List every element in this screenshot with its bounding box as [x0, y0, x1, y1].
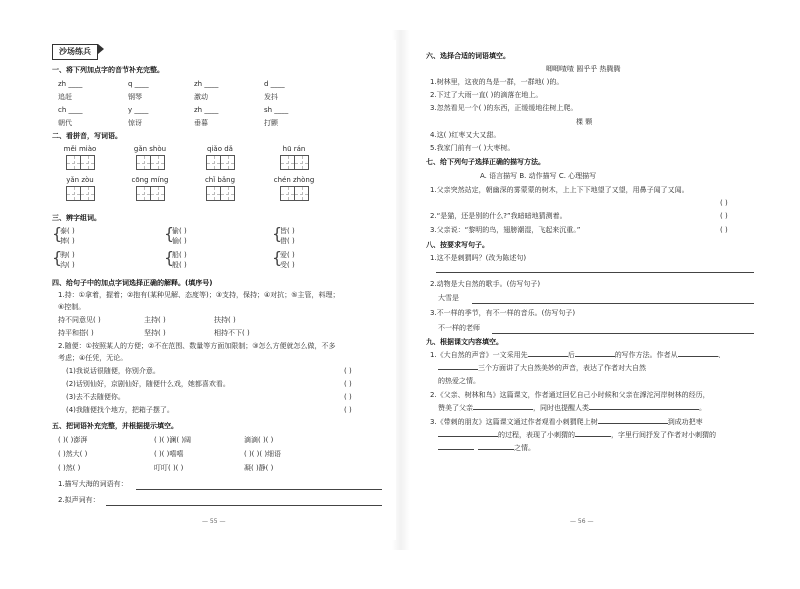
s4-title: 四、给句子中的加点字词选择正确的解释。(填序号)	[52, 279, 213, 287]
s5-word: ( )( )嘻嘻	[154, 450, 184, 458]
s1-word: 追赶	[58, 93, 72, 101]
s6-q: 3.忽然看见一个( )的东西，正缓缓地往树上爬。	[430, 104, 578, 112]
char-pair: 沟( )	[60, 261, 75, 269]
s8-q: 1.这不是刺猬吗？(改为陈述句)	[430, 254, 527, 262]
s8-q: 2.动物是大自然的歌手。(仿写句子)	[430, 280, 541, 288]
s9-text: 2.《父亲、树林和鸟》这篇课文，作者通过回忆自己小时候和父亲在滹沱河岸树林的经历，	[430, 391, 710, 399]
s1-py: sh ____	[264, 106, 289, 114]
s1-py: zh ____	[58, 80, 83, 88]
answer-blank[interactable]	[575, 436, 611, 437]
s9-seg: 1.《大自然的声音》一文采用先	[430, 351, 528, 359]
s7-q: 3.父亲说：“黎明的鸟，翅膀潮湿，飞起来沉重。”	[430, 226, 581, 234]
s9-seg: ，同时也提醒人类	[533, 404, 589, 412]
s4-opt: 持平和搭( )	[58, 329, 94, 337]
s4-def: 1.持：①拿着，握着；②抱有(某种见解、态度等)；③支持，保持；④对抗；⑤主管，料理；	[58, 291, 340, 299]
right-page	[420, 40, 772, 540]
section-badge: 沙场练兵	[52, 44, 98, 60]
s1-word: 朝代	[58, 119, 72, 127]
s8-title: 八、按要求写句子。	[426, 241, 489, 249]
s4-def: 考虑；④任凭，无论。	[58, 354, 128, 362]
page-number: — 56 —	[570, 518, 594, 525]
char-pair: 愉( )	[172, 237, 187, 245]
s5-q: 1.描写大海的词语有：	[58, 480, 128, 488]
s6-q: 4.这( )红枣又大又甜。	[430, 131, 501, 139]
s4-q: (4)我随便找个地方，把箱子摆了。	[66, 406, 174, 414]
brace: {	[52, 224, 63, 243]
brace: {	[52, 248, 63, 267]
s5-word: ( )( )( )细语	[244, 450, 282, 458]
s9-seg: 到成功把枣	[667, 418, 703, 426]
s1-py: ch ____	[58, 106, 83, 114]
answer-paren[interactable]: ( )	[344, 367, 352, 375]
answer-paren[interactable]: ( )	[720, 199, 728, 207]
writing-grid[interactable]	[206, 155, 235, 170]
char-pair: 泰( )	[60, 227, 75, 235]
pinyin-label: měi miào	[63, 145, 97, 153]
s1-py: y ____	[128, 106, 149, 114]
answer-blank[interactable]	[438, 369, 478, 370]
answer-blank[interactable]	[478, 449, 514, 450]
s9-seg: ，字里行间抒发了作者对小刺猬的	[611, 431, 716, 439]
s5-word: ( )( )澜( )阔	[154, 436, 192, 444]
char-pair: 借( )	[280, 237, 295, 245]
s9-text	[438, 404, 706, 412]
pinyin-label: chǐ bǎng	[204, 176, 236, 184]
answer-blank[interactable]	[678, 356, 718, 357]
s1-py: zh ____	[194, 80, 219, 88]
s9-text	[430, 418, 703, 426]
brace: {	[272, 248, 283, 267]
writing-grid[interactable]	[66, 186, 95, 201]
s1-py: zh ____	[194, 106, 219, 114]
s5-title: 五、把词语补充完整，并根据提示填空。	[52, 422, 178, 430]
answer-blank[interactable]	[473, 409, 533, 410]
s4-q: (1)我说话很随便，你别介意。	[66, 367, 160, 375]
s4-def: 2.随便：①按照某人的方便；②不在范围、数量等方面加限制；③怎么方便就怎么做，不多	[58, 342, 336, 350]
s1-word: 垂暮	[194, 119, 208, 127]
s9-seg: 的过程，表现了小刺猬的	[498, 431, 575, 439]
answer-line[interactable]	[492, 333, 754, 334]
writing-grid[interactable]	[280, 186, 309, 201]
brace: {	[164, 248, 175, 267]
answer-blank[interactable]	[575, 356, 615, 357]
writing-grid[interactable]	[206, 186, 235, 201]
s4-q: (2)话别仙好，京剧仙好，随便什么戏，她都喜欢看。	[66, 380, 230, 388]
char-pair: 皆( )	[280, 227, 295, 235]
s6-word-bank: 棵 颗	[576, 118, 593, 126]
s8-prompt: 不一样的老师	[438, 324, 480, 332]
s9-text: 的热爱之情。	[438, 377, 480, 385]
writing-grid[interactable]	[280, 155, 309, 170]
s1-py: d ____	[264, 80, 285, 88]
s4-opt: 相持不下( )	[214, 329, 250, 337]
s6-q: 2.下过了大雨一直( )的滴落在地上。	[430, 91, 543, 99]
s5-word: ( )然( )	[58, 464, 81, 472]
s6-title: 六、选择合适的词语填空。	[426, 52, 510, 60]
s7-q: 2.“是猫，还是别的什么?”我暗暗地猜测着。	[430, 212, 567, 220]
s9-text	[438, 444, 535, 452]
char-pair: 驹( )	[60, 251, 75, 259]
s4-def: ⑥控制。	[58, 303, 86, 311]
s1-word: 打颤	[264, 119, 278, 127]
s5-word: 滴滴( )( )	[244, 436, 274, 444]
char-pair: 受( )	[280, 261, 295, 269]
answer-blank[interactable]	[598, 423, 668, 424]
left-page	[44, 40, 396, 540]
s6-q: 1.树林里，这夜的鸟是一群，一群地( )的。	[430, 78, 564, 86]
answer-line[interactable]	[106, 505, 382, 506]
s9-seg: 赞美了父亲	[438, 404, 473, 412]
answer-paren[interactable]: ( )	[720, 226, 728, 234]
s9-seg: 的写作方法。作者从	[614, 351, 678, 359]
s1-word: 激动	[194, 93, 208, 101]
s6-q: 5.我家门前有一( )大枣树。	[430, 144, 515, 152]
pinyin-label: cōng míng	[131, 176, 169, 184]
answer-blank[interactable]	[528, 356, 568, 357]
answer-blank[interactable]	[438, 436, 498, 437]
s3-title: 三、辨字组词。	[52, 214, 101, 222]
s1-word: 钢琴	[128, 93, 142, 101]
char-pair: 船( )	[172, 251, 187, 259]
writing-grid[interactable]	[136, 155, 165, 170]
s5-q: 2.拟声词有：	[58, 496, 100, 504]
s5-word: ( )然大( )	[58, 450, 88, 458]
char-pair: 摔( )	[60, 237, 75, 245]
answer-paren[interactable]: ( )	[344, 380, 352, 388]
pinyin-label: qiǎo dǎ	[207, 145, 233, 153]
s7-options: A. 语言描写 B. 动作描写 C. 心理描写	[480, 172, 597, 180]
pinyin-label: chén zhòng	[273, 176, 315, 184]
answer-blank[interactable]	[438, 449, 474, 450]
s4-opt: 持不同意见( )	[58, 316, 101, 324]
s4-q: (3)去不去随便你。	[66, 393, 125, 401]
s9-seg: 三个方面讲了大自然美妙的声音，表达了作者对大自然	[478, 364, 646, 372]
s4-opt: 主持( )	[144, 316, 166, 324]
writing-grid[interactable]	[136, 186, 165, 201]
answer-line[interactable]	[436, 272, 754, 273]
page-number: — 55 —	[202, 518, 226, 525]
s9-seg: 后	[567, 351, 575, 359]
s5-word: ( )( )澎湃	[58, 436, 88, 444]
answer-paren[interactable]: ( )	[344, 406, 352, 414]
pinyin-label: hū rán	[282, 145, 306, 153]
s9-text	[438, 364, 646, 372]
pinyin-label: gǎn shòu	[133, 145, 167, 153]
s5-word: 叮叮( )( )	[154, 464, 184, 472]
s9-text	[430, 351, 725, 359]
s8-q: 3.不一样的季节，有不一样的音乐。(仿写句子)	[430, 309, 576, 317]
answer-paren[interactable]: ( )	[344, 393, 352, 401]
s8-prompt: 大雪是	[438, 294, 459, 302]
s9-seg: 之情。	[514, 444, 535, 452]
s9-text	[438, 431, 716, 439]
s1-title: 一、将下列加点字的音节补充完整。	[52, 66, 164, 74]
s6-word-bank: 唧唧喳喳 圆乎乎 热腾腾	[546, 65, 621, 73]
answer-line[interactable]	[136, 489, 382, 490]
s4-opt: 坚持( )	[144, 329, 166, 337]
s9-title: 九、根据课文内容填空。	[426, 338, 503, 346]
s9-seg: 3.《带刺的朋友》这篇课文通过作者观看小刺猬爬上树	[430, 418, 598, 426]
writing-grid[interactable]	[66, 155, 95, 170]
brace: {	[164, 224, 175, 243]
s1-py: q ____	[128, 80, 149, 88]
brace: {	[272, 224, 283, 243]
char-pair: 偷( )	[172, 227, 187, 235]
answer-line[interactable]	[472, 303, 754, 304]
s1-word: 惊讶	[128, 119, 142, 127]
s9-seg: 、	[717, 351, 725, 359]
pinyin-label: yǎn zòu	[66, 176, 94, 184]
s7-q: 1.父亲突然站定，朝幽深的雾蒙蒙的树木，上上下下地望了又望，用鼻子闻了又闻。	[430, 186, 689, 194]
answer-paren[interactable]: ( )	[720, 212, 728, 220]
char-pair: 爱( )	[280, 251, 295, 259]
s7-title: 七、给下列句子选择正确的描写方法。	[426, 158, 545, 166]
answer-blank[interactable]	[589, 409, 699, 410]
s4-opt: 扶持( )	[214, 316, 236, 324]
char-pair: 般( )	[172, 261, 187, 269]
s5-word: 凝( )静( )	[244, 464, 274, 472]
s9-seg: 。	[699, 404, 706, 412]
s1-word: 发抖	[264, 93, 278, 101]
s2-title: 二、看拼音，写词语。	[52, 132, 122, 140]
